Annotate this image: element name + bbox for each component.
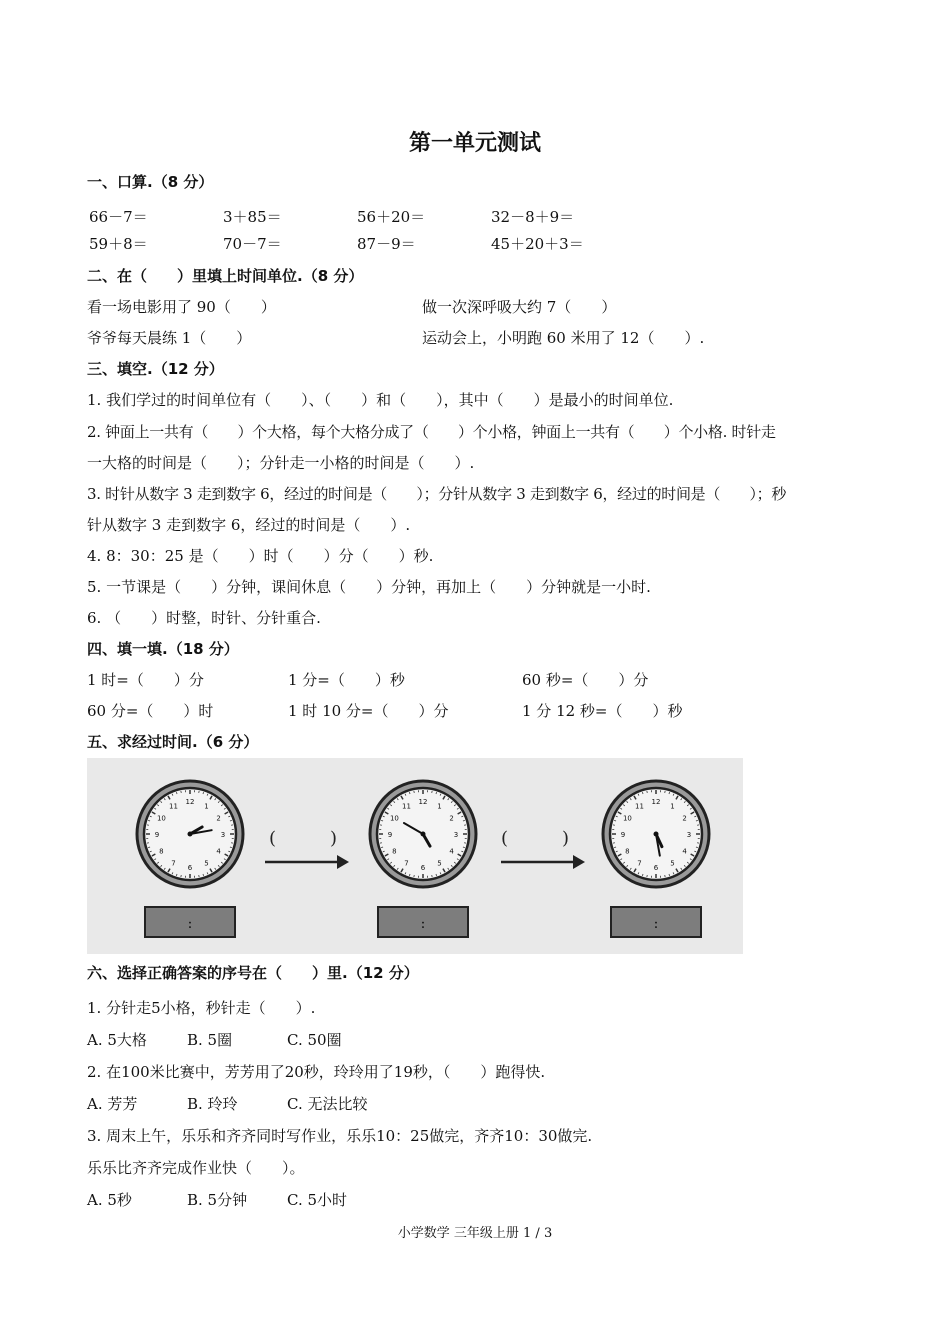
s4-row-1 [0,669,950,691]
option: C. 5小时 [287,1191,348,1209]
section-2-heading: 二、在（ ）里填上时间单位.（8 分） [87,267,364,285]
option: A. 芳芳 [87,1095,138,1113]
s2-question-1: 看一场电影用了 90（ ） [87,298,276,316]
s3-line-1: 1. 我们学过的时间单位有（ ）、（ ）和（ ），其中（ ）是最小的时间单位. [87,391,674,409]
clock-number: 2 [682,814,687,823]
s4-r1-item: 1 时=（ ）分 [87,671,204,689]
arrow-head-icon [573,855,585,869]
analog-clock-icon [370,781,476,887]
clock-number: 3 [686,831,692,839]
s3-line-8: 6. （ ）时整，时针、分针重合. [87,609,321,627]
s1-r1-item: 66－7＝ [89,208,148,226]
clock-number: 8 [159,847,164,856]
clock-number: 4 [216,847,221,856]
section-6-heading: 六、选择正确答案的序号在（ ）里.（12 分） [87,964,419,982]
option: C. 无法比较 [287,1095,368,1113]
s1-r2-item: 45＋20＋3＝ [491,235,584,253]
clock-number: 6 [653,864,659,872]
s2-question-2: 做一次深呼吸大约 7（ ） [422,298,617,316]
clock-number: 12 [185,798,195,806]
clock-number: 6 [420,864,426,872]
clock-number: 10 [622,814,632,823]
clock-number: 7 [171,859,176,868]
s6-question-2: 2. 在100米比赛中，芳芳用了20秒，玲玲用了19秒，（ ）跑得快. [87,1063,546,1081]
elapsed-blank-1: ( ) [268,828,338,849]
s1-r2-item: 70－7＝ [223,235,282,253]
analog-clock-icon [603,781,709,887]
s4-r1-item: 60 秒=（ ）分 [522,671,649,689]
s4-r2-item: 60 分=（ ）时 [87,702,214,720]
s6-question-3a: 3. 周末上午，乐乐和齐齐同时写作业，乐乐10：25做完，齐齐10：30做完. [87,1127,593,1145]
s3-line-5: 针从数字 3 走到数字 6，经过的时间是（ ）. [87,516,411,534]
digital-time-text: : [420,916,426,932]
s1-r2-item: 59＋8＝ [89,235,148,253]
digital-time-text: : [653,916,659,932]
clock-number: 4 [449,847,454,856]
clock-number: 7 [404,859,409,868]
clock-number: 8 [625,847,630,856]
s4-r2-item: 1 分 12 秒=（ ）秒 [522,702,683,720]
elapsed-blank-2: ( ) [500,828,570,849]
clock-number: 9 [154,831,160,839]
clock-number: 6 [187,864,193,872]
clock-number: 4 [682,847,687,856]
s4-row-2 [0,700,950,722]
s1-r1-item: 32－8＋9＝ [491,208,575,226]
option: B. 5圈 [187,1031,233,1049]
s1-r1-item: 3＋85＝ [223,208,282,226]
clock-number: 11 [402,802,411,811]
section-4-heading: 四、填一填.（18 分） [87,640,239,658]
option: A. 5秒 [87,1191,132,1209]
clock-number: 10 [389,814,399,823]
arrow-head-icon [337,855,349,869]
analog-clock-icon [137,781,243,887]
s4-r1-item: 1 分=（ ）秒 [288,671,405,689]
page-title: 第一单元测试 [408,131,541,156]
clock-number: 1 [204,802,209,811]
option: B. 玲玲 [187,1095,238,1113]
clock-number: 5 [670,859,675,868]
clock-number: 12 [651,798,661,806]
option: C. 50圈 [287,1031,342,1049]
s3-line-4: 3. 时针从数字 3 走到数字 6，经过的时间是（ ）；分针从数字 3 走到数字 6，经过的时间是（ ）；秒 [87,485,787,503]
s6-q2-options [0,1093,950,1115]
clock-number: 11 [169,802,178,811]
clock-number: 9 [620,831,626,839]
clock-number: 7 [637,859,642,868]
section-3-heading: 三、填空.（12 分） [87,360,224,378]
digital-time-text: : [187,916,193,932]
s1-row-2 [0,233,950,255]
s3-line-7: 5. 一节课是（ ）分钟，课间休息（ ）分钟，再加上（ ）分钟就是一小时. [87,578,651,596]
option: B. 5分钟 [187,1191,248,1209]
clock-number: 3 [220,831,226,839]
s3-line-2: 2. 钟面上一共有（ ）个大格，每个大格分成了（ ）个小格，钟面上一共有（ ）个小格. 时针走 [87,423,776,441]
clock-number: 1 [437,802,442,811]
elapsed-time-figure [87,758,743,954]
s2-question-4: 运动会上，小明跑 60 米用了 12（ ）. [422,329,705,347]
s1-row-1 [0,206,950,228]
clock-number: 12 [418,798,428,806]
s2-question-3: 爷爷每天晨练 1（ ） [87,329,252,347]
section-1-heading: 一、口算.（8 分） [87,173,214,191]
s6-question-3b: 乐乐比齐齐完成作业快（ ）。 [87,1159,305,1177]
s3-line-6: 4. 8：30：25 是（ ）时（ ）分（ ）秒. [87,547,434,565]
clock-number: 5 [437,859,442,868]
s6-q3-options [0,1189,950,1211]
clock-number: 1 [670,802,675,811]
clock-number: 3 [453,831,459,839]
s3-line-3: 一大格的时间是（ ）；分针走一小格的时间是（ ）. [87,454,475,472]
s1-r2-item: 87－9＝ [357,235,416,253]
clock-number: 8 [392,847,397,856]
clock-number: 5 [204,859,209,868]
s6-question-1: 1. 分针走5小格，秒针走（ ）. [87,999,316,1017]
clock-number: 2 [216,814,221,823]
page-footer: 小学数学 三年级上册 1 / 3 [397,1226,553,1241]
clock-number: 2 [449,814,454,823]
clock-number: 9 [387,831,393,839]
s6-q1-options [0,1029,950,1051]
option: A. 5大格 [87,1031,147,1049]
section-5-heading: 五、求经过时间.（6 分） [87,733,259,751]
clock-number: 10 [156,814,166,823]
s4-r2-item: 1 时 10 分=（ ）分 [288,702,449,720]
clock-number: 11 [635,802,644,811]
s1-r1-item: 56＋20＝ [357,208,426,226]
